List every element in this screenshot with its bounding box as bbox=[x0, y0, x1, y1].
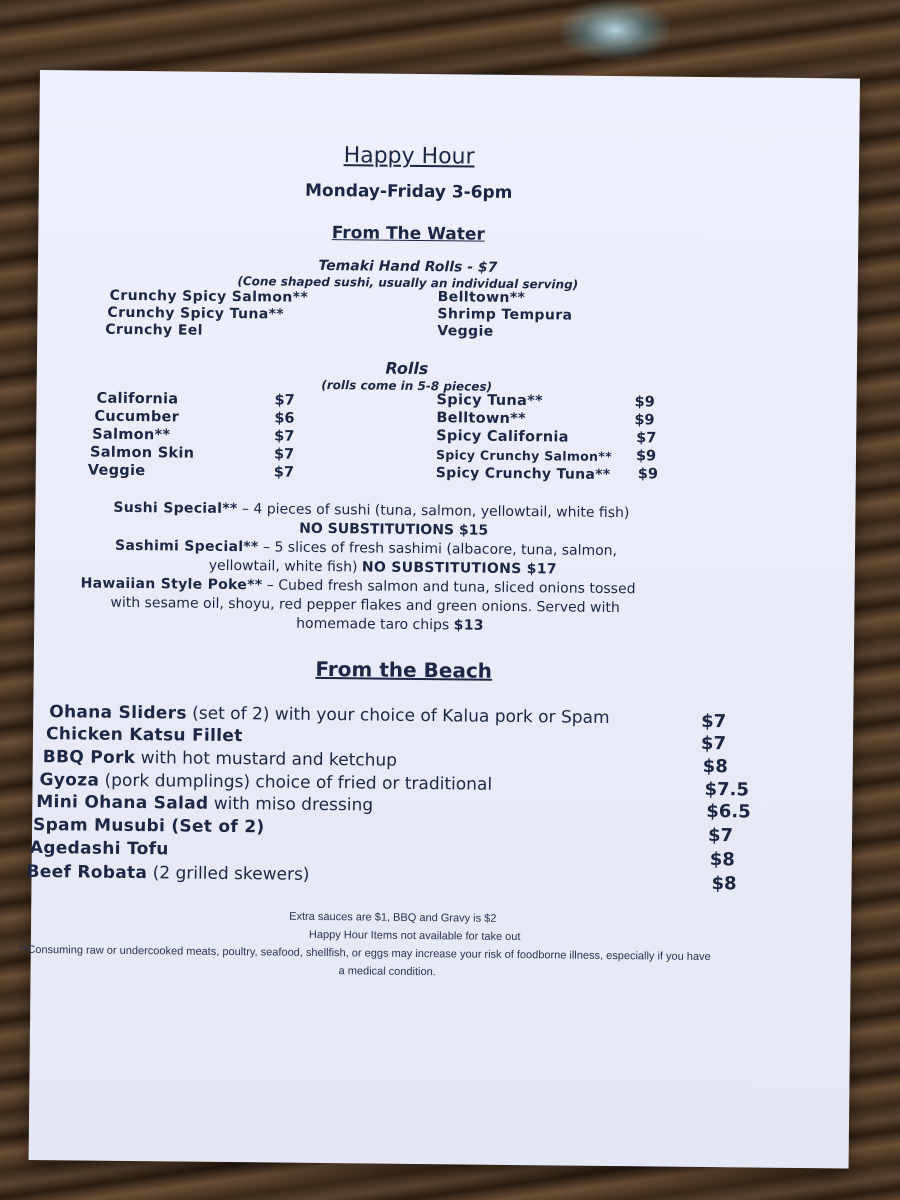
beach-item-name: Mini Ohana Salad bbox=[36, 792, 209, 814]
roll-name: Salmon Skin bbox=[89, 444, 195, 462]
temaki-item: Crunchy Spicy Salmon** bbox=[109, 287, 309, 306]
rolls-title: Rolls bbox=[385, 358, 429, 379]
beach-item bbox=[43, 747, 397, 771]
rolls-note: (rolls come in 5-8 pieces) bbox=[321, 377, 493, 394]
beach-item-price: $7 bbox=[701, 710, 727, 733]
beach-item-price: $8 bbox=[709, 849, 735, 871]
beach-item-name: Agedashi Tofu bbox=[29, 837, 169, 860]
poke-desc-2: with sesame oil, shoyu, red pepper flakes and green onions. Served with bbox=[110, 594, 620, 617]
beach-item-desc: (2 grilled skewers) bbox=[147, 863, 310, 885]
beach-item bbox=[26, 862, 309, 885]
roll-price: $6 bbox=[274, 410, 295, 427]
beach-item bbox=[46, 724, 243, 746]
footer-sauces: Extra sauces are $1, BBQ and Gravy is $2 bbox=[289, 910, 497, 925]
roll-name: Salmon** bbox=[92, 426, 171, 444]
beach-item-price: $6.5 bbox=[706, 801, 751, 823]
poke-desc-3: homemade taro chips bbox=[296, 615, 454, 634]
section-heading-water: From The Water bbox=[331, 223, 485, 245]
beach-item-price: $7 bbox=[700, 732, 727, 755]
sashimi-special-name: Sashimi Special** bbox=[114, 537, 259, 556]
temaki-item: Crunchy Eel bbox=[105, 321, 204, 339]
beach-item-price: $7 bbox=[707, 825, 734, 847]
roll-name: Cucumber bbox=[94, 408, 180, 426]
temaki-title: Temaki Hand Rolls - $7 bbox=[318, 257, 498, 276]
beach-item bbox=[39, 770, 492, 795]
beach-item-price: $8 bbox=[702, 755, 728, 778]
poke-price: $13 bbox=[453, 617, 484, 634]
roll-name: Spicy Crunchy Salmon** bbox=[435, 447, 613, 465]
poke-name: Hawaiian Style Poke** bbox=[80, 575, 263, 594]
roll-name: Belltown** bbox=[436, 410, 527, 428]
roll-price: $7 bbox=[273, 446, 295, 463]
beach-item bbox=[36, 792, 373, 816]
sashimi-special-note: NO SUBSTITUTIONS $17 bbox=[361, 559, 557, 578]
footer-disclaimer: **Consuming raw or undercooked meats, poultry, seafood, shellfish, or eggs may increase your risk of foodborne illness, especially if you have bbox=[18, 943, 711, 964]
sashimi-special-desc: – 5 slices of fresh sashimi (albacore, tuna, salmon, bbox=[258, 539, 618, 560]
beach-item-price: $8 bbox=[711, 873, 737, 895]
temaki-item: Shrimp Tempura bbox=[437, 306, 573, 324]
temaki-item: Crunchy Spicy Tuna** bbox=[107, 304, 285, 323]
sashimi-special-desc-2: yellowtail, white fish) bbox=[208, 557, 363, 576]
poke-desc: – Cubed fresh salmon and tuna, sliced onions tossed bbox=[262, 577, 636, 598]
roll-price: $7 bbox=[273, 464, 295, 481]
roll-name: Veggie bbox=[87, 462, 146, 480]
footer-takeout: Happy Hour Items not available for take out bbox=[308, 928, 521, 944]
roll-price: $9 bbox=[634, 412, 655, 429]
roll-price: $9 bbox=[637, 466, 659, 483]
beach-item-desc: with hot mustard and ketchup bbox=[135, 748, 398, 771]
roll-price: $7 bbox=[636, 430, 657, 447]
beach-item bbox=[30, 838, 169, 859]
roll-price: $7 bbox=[274, 392, 295, 409]
beach-item-desc: (pork dumplings) choice of fried or traditional bbox=[99, 770, 493, 795]
beach-item-name: Ohana Sliders bbox=[49, 702, 187, 724]
beach-item-name: BBQ Pork bbox=[42, 747, 136, 769]
sushi-special-note: NO SUBSTITUTIONS $15 bbox=[299, 520, 489, 539]
menu-sheet bbox=[18, 70, 860, 1169]
beach-item-name: Spam Musubi (Set of 2) bbox=[32, 814, 265, 838]
sashimi-special bbox=[115, 537, 617, 561]
beach-item bbox=[33, 815, 265, 837]
roll-name: California bbox=[96, 390, 179, 408]
roll-name: Spicy Tuna** bbox=[436, 392, 544, 410]
sushi-special-name: Sushi Special** bbox=[113, 499, 238, 518]
temaki-item: Veggie bbox=[437, 323, 494, 340]
temaki-note: (Cone shaped sushi, usually an individual serving) bbox=[237, 274, 579, 292]
light-glare bbox=[560, 0, 670, 60]
roll-price: $9 bbox=[635, 448, 657, 465]
roll-name: Spicy Crunchy Tuna** bbox=[435, 465, 611, 483]
roll-name: Spicy California bbox=[436, 428, 569, 446]
menu-hours: Monday-Friday 3-6pm bbox=[304, 180, 513, 203]
beach-item-desc: (set of 2) with your choice of Kalua pork or Spam bbox=[186, 703, 610, 728]
beach-item-price: $7.5 bbox=[704, 778, 750, 801]
poke-line3 bbox=[296, 615, 484, 636]
beach-item-name: Beef Robata bbox=[26, 861, 148, 884]
temaki-item: Belltown** bbox=[437, 289, 526, 307]
beach-item-name: Chicken Katsu Fillet bbox=[45, 724, 243, 747]
menu-title: Happy Hour bbox=[343, 143, 475, 170]
beach-item-desc: with miso dressing bbox=[208, 793, 374, 816]
footer-disclaimer-2: a medical condition. bbox=[338, 965, 436, 979]
sushi-special-desc: – 4 pieces of sushi (tuna, salmon, yellowtail, white fish) bbox=[237, 501, 630, 522]
section-heading-beach: From the Beach bbox=[315, 656, 493, 683]
beach-item-name: Gyoza bbox=[39, 770, 100, 791]
roll-price: $9 bbox=[634, 394, 655, 411]
roll-price: $7 bbox=[274, 428, 295, 445]
